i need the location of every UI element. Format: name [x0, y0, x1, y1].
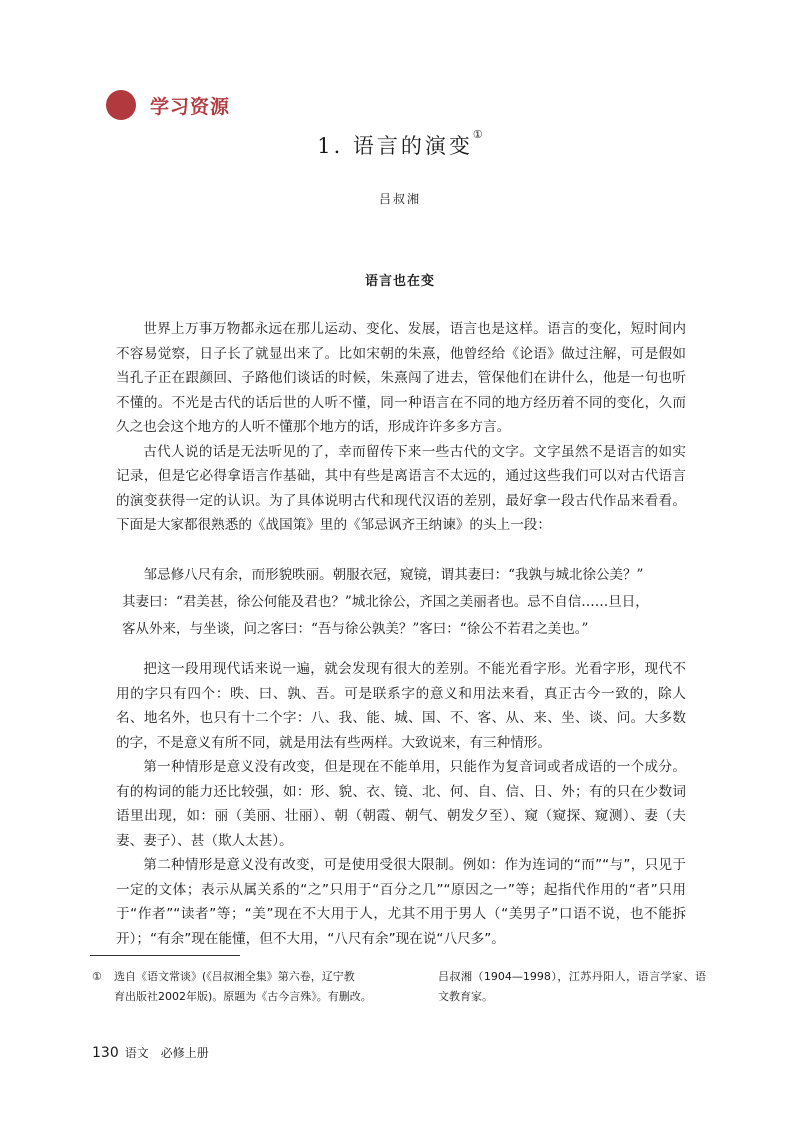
- paragraph: 第二种情形是意义没有改变，可是使用受很大限制。例如：作为连词的“而”“与”，只见于一定的文体；表示从属关系的“之”只用于“百分之几”“原因之一”等；起指代作用的“者”只用于“作者”“读者”等；“美”现在不大用于人，尤其不用于男人（“美男子”口语不说，也不能拆开）；“有余”现在能懂，但不大用，“八尺有余”现在说“八尺多”。: [116, 857, 686, 947]
- quote-line: 其妻曰：“君美甚，徐公何能及君也？”城北徐公，齐国之美丽者也。忌不自信……旦日，: [122, 594, 649, 610]
- body-block-2: [116, 657, 686, 951]
- article-title: [0, 130, 800, 160]
- classical-quote: [122, 562, 682, 643]
- paragraph: 把这一段用现代话来说一遍，就会发现有很大的差别。不能光看字形。光看字形，现代不用的字只有四个：昳、曰、孰、吾。可是联系字的意义和用法来看，真正古今一致的，除人名、地名外，也只有十二个字：八、我、能、城、国、不、客、从、来、坐、谈、问。大多数的字，不是意义有所不同，就是用法有些两样。大致说来，有三种情形。: [116, 661, 686, 751]
- footnote-line: 育出版社2002年版)。原题为《古今言殊》。有删改。: [114, 990, 372, 1003]
- footnote-divider: [90, 955, 240, 956]
- title-footnote-mark[interactable]: ①: [472, 128, 483, 141]
- paragraph: 世界上万事万物都永远在那儿运动、变化、发展，语言也是这样。语言的变化，短时间内不容易觉察，日子长了就显出来了。比如宋朝的朱熹，他曾经给《论语》做过注解，可是假如当孔子正在跟颜回、子路他们谈话的时候，朱熹闯了进去，管保他们在讲什么，他是一句也听不懂的。不光是古代的话后世的人听不懂，同一种语言在不同的地方经历着不同的变化，久而久之也会这个地方的人听不懂那个地方的话，形成许许多多方言。: [116, 321, 686, 435]
- section-title: 语言也在变: [364, 274, 435, 289]
- footnote-mark: ①: [92, 970, 102, 983]
- body-block-1: [116, 317, 686, 538]
- author-name: 吕叔湘: [378, 192, 421, 206]
- badge-label: 学习资源: [150, 95, 231, 118]
- paragraph: 古代人说的话是无法听见的了，幸而留传下来一些古代的文字。文字虽然不是语言的如实记录，但是它必得拿语言作基础，其中有些是离语言不太远的，通过这些我们可以对古代语言的演变获得一定的认识。为了具体说明古代和现代汉语的差别，最好拿一段古代作品来看看。下面是大家都很熟悉的《战国策》里的《邹忌讽齐王纳谏》的头上一段：: [116, 443, 686, 533]
- article-title-text: 1. 语言的演变: [317, 134, 473, 158]
- page-number: 130: [92, 1045, 119, 1061]
- footnote-line: 选自《语文常谈》(《吕叔湘全集》第六卷，辽宁教: [114, 970, 355, 983]
- footnote-source: [92, 967, 392, 1007]
- paragraph: 第一种情形是意义没有改变，但是现在不能单用，只能作为复音词或者成语的一个成分。有的构词的能力还比较强，如：形、貌、衣、镜、北、何、自、信、日、外；有的只在少数词语里出现，如：丽（美丽、壮丽）、朝（朝霞、朝气、朝发夕至）、窥（窥探、窥测）、妻（夫妻、妻子）、甚（欺人太甚）。: [116, 759, 686, 849]
- page-footer: [92, 1044, 209, 1061]
- badge-circle-icon: [106, 90, 136, 120]
- quote-line: 客从外来，与坐谈，问之客曰：“吾与徐公孰美？”客曰：“徐公不若君之美也。”: [122, 621, 589, 637]
- section-badge: [106, 89, 230, 121]
- quote-line: 邹忌修八尺有余，而形貌昳丽。朝服衣冠，窥镜，谓其妻曰：“我孰与城北徐公美？”: [143, 567, 644, 583]
- book-title: 语文 必修上册: [124, 1046, 209, 1060]
- footnote-author-bio: 吕叔湘（1904—1998），江苏丹阳人，语言学家、语文教育家。: [438, 970, 706, 1003]
